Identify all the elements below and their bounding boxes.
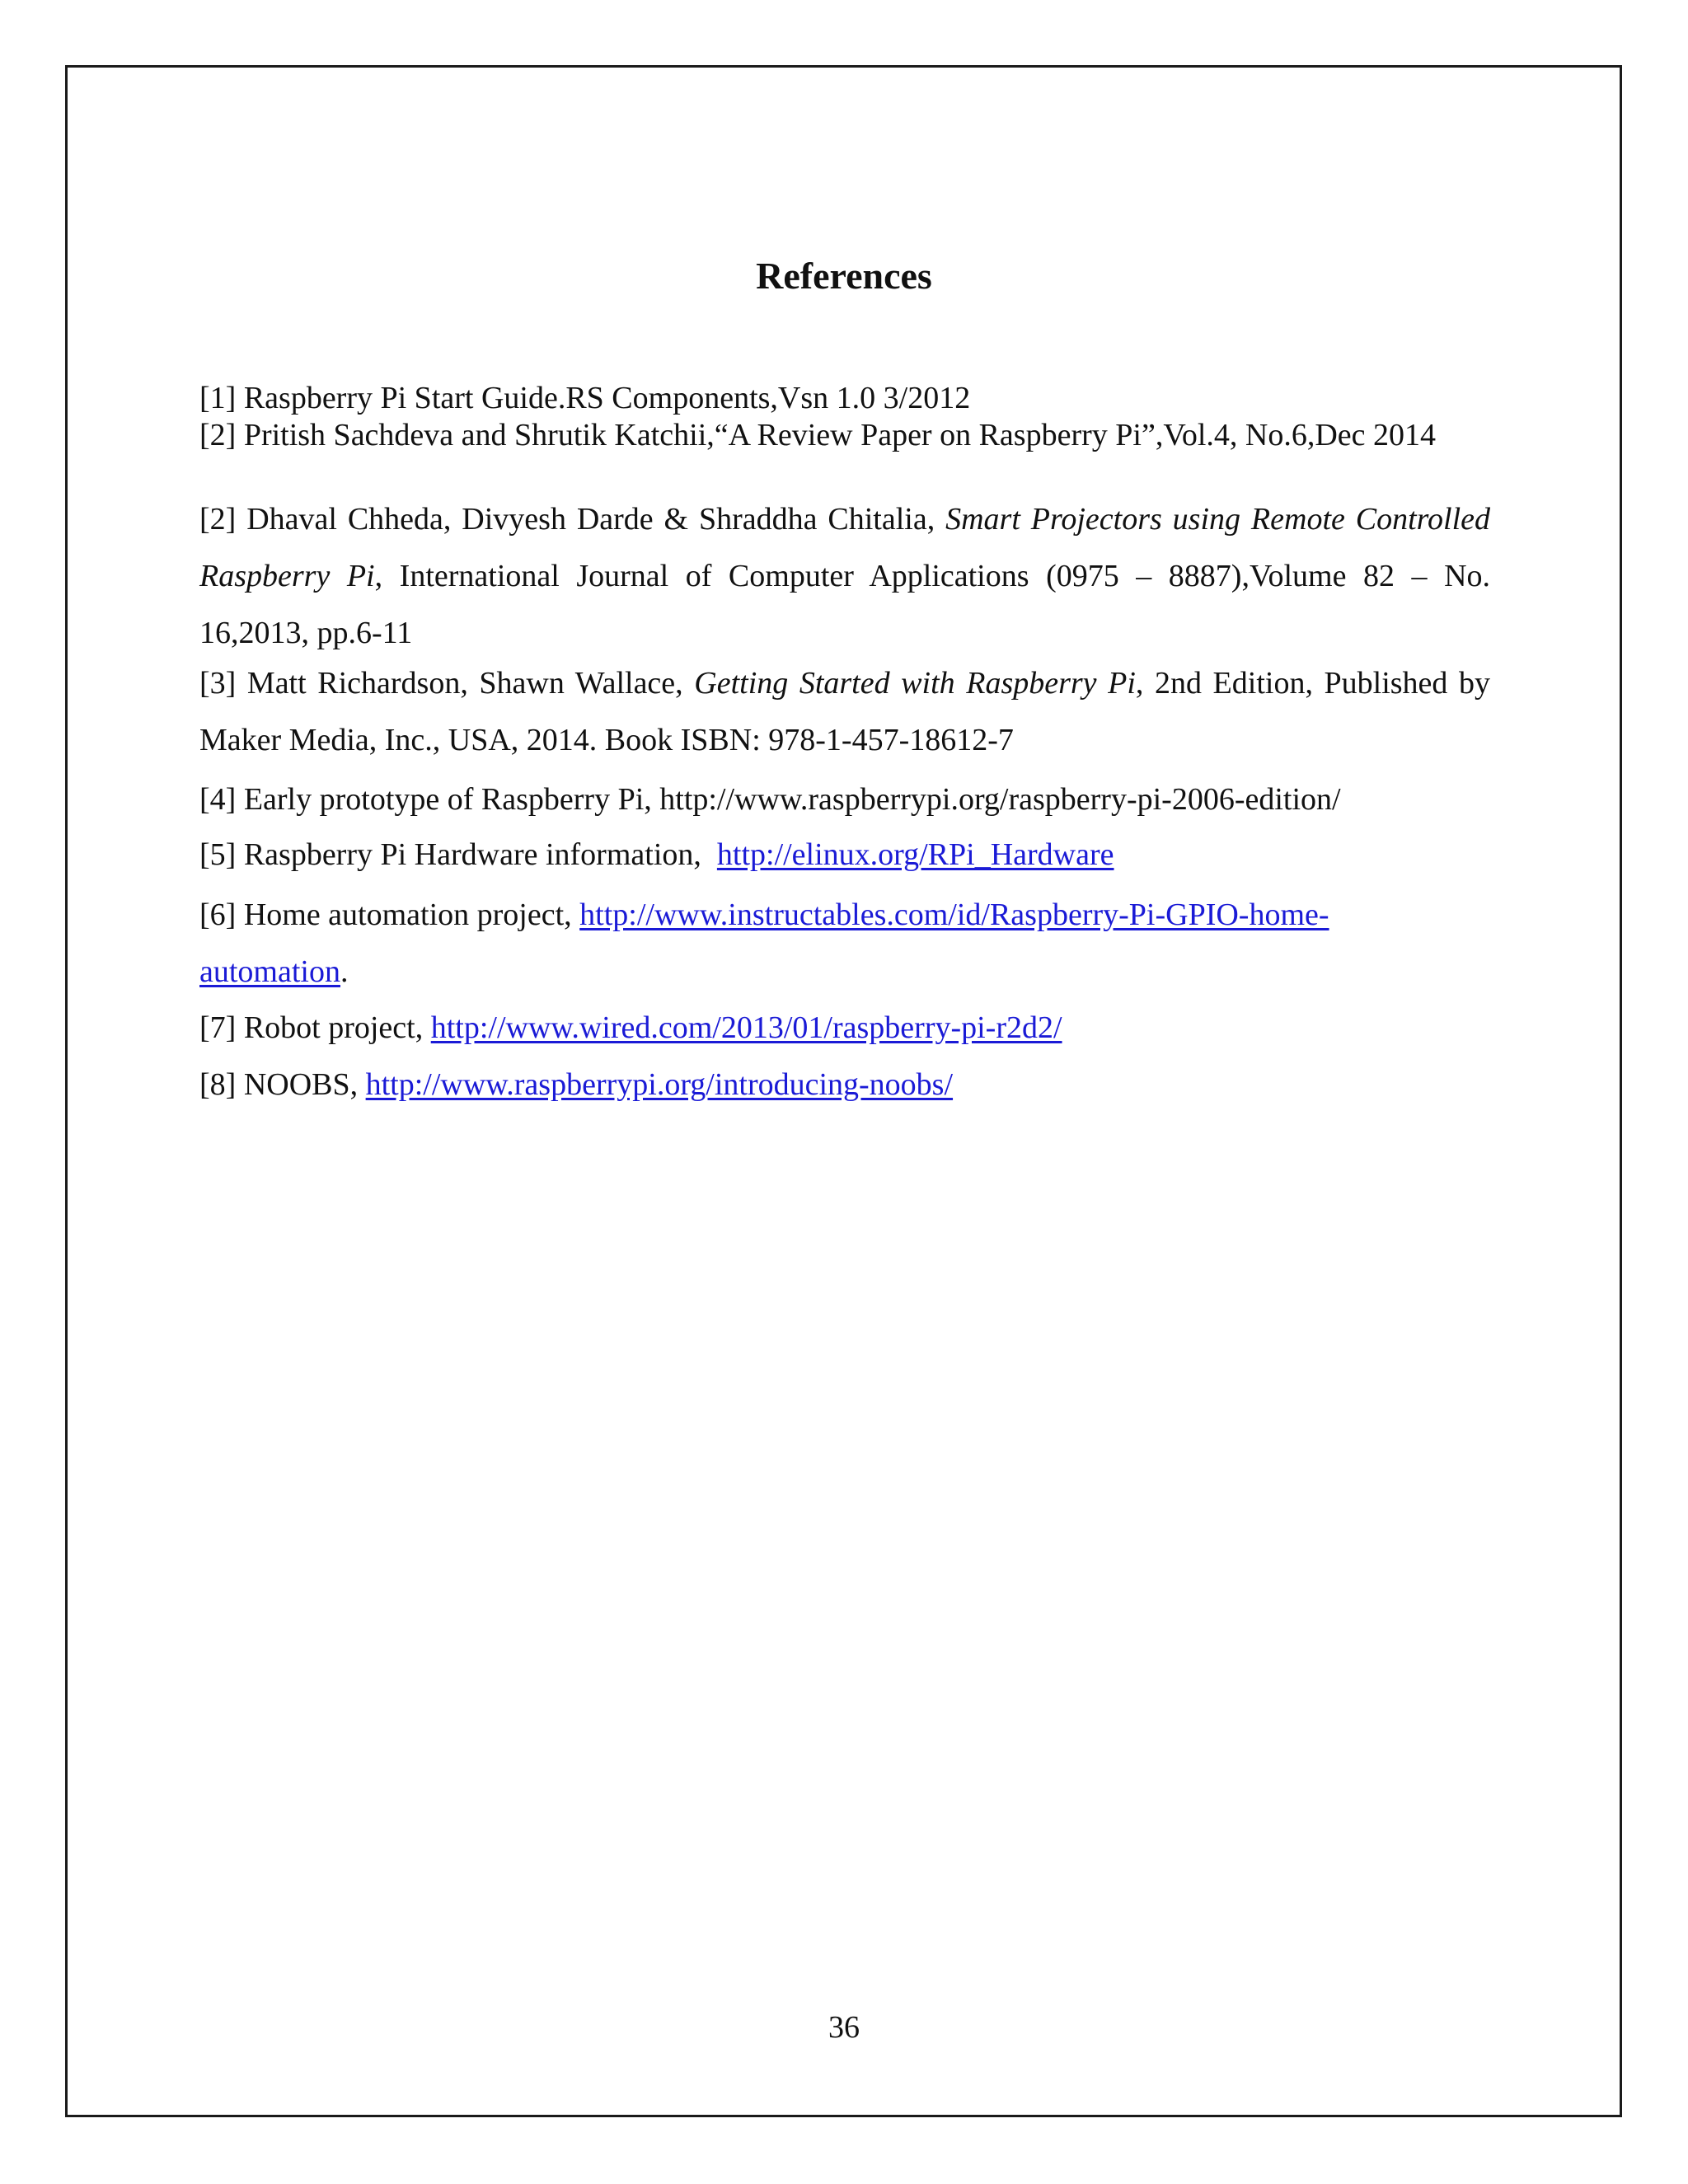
reference-title: Smart Projectors using Remote Controlled Raspberry Pi: [199, 502, 1491, 593]
reference-2: [199, 417, 1461, 453]
page-number: 36: [828, 2010, 860, 2045]
reference-text-post: , 2nd Edition, Published by Maker Media, Inc., USA, 2014. Book ISBN: 978-1-457-18612-7: [199, 666, 1491, 757]
reference-number: [4]: [199, 782, 237, 817]
reference-text: Pritish Sachdeva and Shrutik Katchii,“A Review Paper on Raspberry Pi”,Vol.4, No.6,Dec 2014: [243, 418, 1437, 452]
reference-7: [199, 887, 1411, 1001]
reference-number: [1]: [199, 381, 237, 415]
reference-4: [199, 655, 1490, 769]
reference-text-post: , International Journal of Computer Applications (0975 – 8887),Volume 82 – No. 16,2013, pp.6-11: [199, 559, 1491, 650]
reference-link[interactable]: http://www.raspberrypi.org/introducing-noobs/: [365, 1067, 954, 1102]
reference-number: [5]: [199, 837, 237, 872]
reference-text: Raspberry Pi Start Guide.RS Components,Vsn 1.0 3/2012: [243, 381, 971, 415]
reference-5: [199, 779, 1490, 820]
reference-text-pre: Matt Richardson, Shawn Wallace,: [246, 666, 683, 701]
page-title: References: [756, 255, 932, 297]
reference-number: [2]: [199, 418, 237, 452]
reference-number: [3]: [199, 666, 237, 701]
reference-text-post: .: [340, 954, 349, 989]
reference-number: [7]: [199, 1010, 237, 1045]
reference-number: [6]: [199, 898, 237, 932]
reference-6: [199, 834, 1490, 875]
reference-link[interactable]: http://www.instructables.com/id/Raspberry-Pi-GPIO-home-automation: [199, 898, 1329, 989]
reference-number: [8]: [199, 1067, 237, 1102]
reference-title: Getting Started with Raspberry Pi: [694, 666, 1136, 701]
reference-9: [199, 1064, 1490, 1105]
reference-text-pre: Home automation project,: [243, 898, 572, 932]
reference-number: [2]: [199, 502, 237, 537]
reference-1: [199, 379, 1490, 417]
reference-text-pre: Robot project,: [243, 1010, 424, 1045]
reference-8: [199, 1007, 1490, 1048]
reference-text: Early prototype of Raspberry Pi, http://www.raspberrypi.org/raspberry-pi-2006-edition/: [243, 782, 1341, 817]
reference-text-pre: NOOBS,: [243, 1067, 359, 1102]
reference-text-pre: Dhaval Chheda, Divyesh Darde & Shraddha Chitalia,: [246, 502, 935, 537]
reference-link[interactable]: http://www.wired.com/2013/01/raspberry-pi-r2d2/: [430, 1010, 1062, 1045]
reference-3: [199, 491, 1490, 662]
reference-link[interactable]: http://elinux.org/RPi_Hardware: [716, 837, 1114, 872]
reference-text-pre: Raspberry Pi Hardware information,: [243, 837, 701, 872]
